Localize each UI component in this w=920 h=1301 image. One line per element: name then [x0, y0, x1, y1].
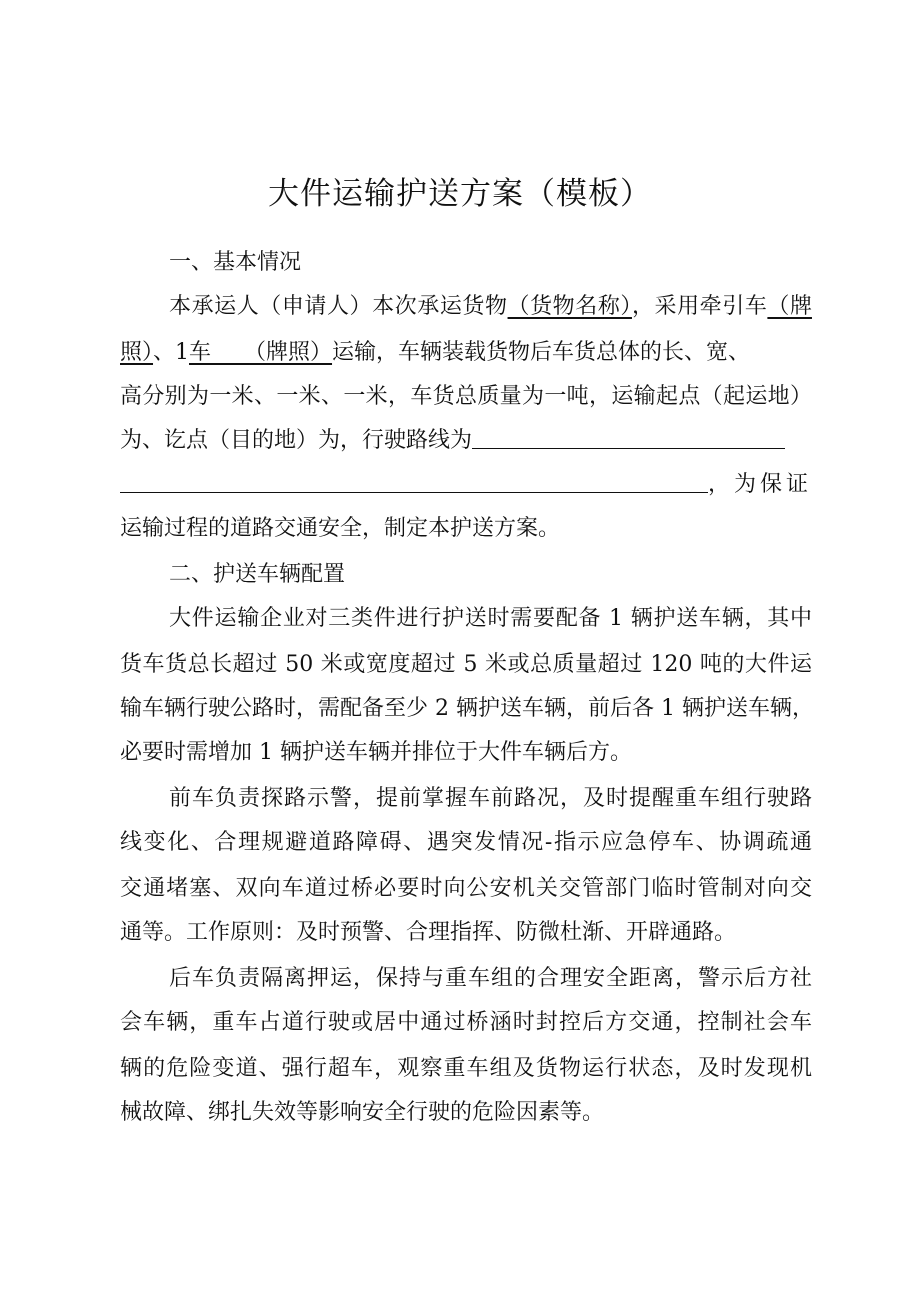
document-title: 大件运输护送方案（模板） [268, 176, 652, 212]
text-run: 本承运人（申请人）本次承运货物 [169, 294, 508, 319]
section-heading-escort-vehicles: 二、护送车辆配置 [169, 562, 346, 587]
paragraph-line: 运输过程的道路交通安全，制定本护送方案。 [120, 516, 561, 541]
paragraph-line: 输车辆行驶公路时，需配备至少 2 辆护送车辆，前后各 1 辆护送车辆， [120, 696, 814, 721]
paragraph-line [120, 426, 812, 456]
text-run: 为、讫点（目的地）为，行驶路线为 [120, 428, 473, 453]
text-run: 、1 [153, 340, 190, 365]
paragraph-line: 线变化、合理规避道路障碍、遇突发情况-指示应急停车、协调疏通 [120, 830, 812, 855]
paragraph-line [120, 470, 812, 500]
paragraph-line: 后车负责隔离押运，保持与重车组的合理安全距离，警示后方社 [169, 966, 812, 991]
paragraph-line: 会车辆，重车占道行驶或居中通过桥涵时封控后方交通，控制社会车 [120, 1010, 812, 1035]
paragraph-line: 必要时需增加 1 辆护送车辆并排位于大件车辆后方。 [120, 740, 632, 765]
route-blank-line [472, 426, 785, 449]
paragraph-line: 辆的危险变道、强行超车，观察重车组及货物运行状态，及时发现机 [120, 1056, 812, 1081]
text-run: ，为保证 [708, 472, 813, 497]
paragraph-line: 高分别为一米、一米、一米，车货总质量为一吨，运输起点（起运地） [120, 384, 812, 409]
fill-field-tractor-plate: 照） [120, 340, 154, 365]
paragraph-line: 交通堵塞、双向车道过桥必要时向公安机关交管部门临时管制对向交 [120, 876, 812, 901]
fill-field-cargo-name: （货物名称） [507, 294, 632, 319]
paragraph-line: 通等。工作原则：及时预警、合理指挥、防微杜渐、开辟通路。 [120, 920, 737, 945]
paragraph-line: 前车负责探路示警，提前掌握车前路况，及时提醒重车组行驶路 [169, 786, 812, 811]
paragraph-line: 大件运输企业对三类件进行护送时需要配备 1 辆护送车辆，其中 [169, 606, 812, 631]
paragraph-line: 械故障、绑扎失效等影响安全行驶的危险因素等。 [120, 1100, 605, 1125]
fill-field-tractor-plate: （牌 [767, 294, 812, 319]
text-run: 运输，车辆装载货物后车货总体的长、宽、 [332, 340, 751, 365]
fill-field-trailer-plate: 车 （牌照） [189, 340, 333, 365]
text-run: ，采用牵引车 [631, 294, 768, 319]
paragraph-line: 货车货总长超过 50 米或宽度超过 5 米或总质量超过 120 吨的大件运 [120, 652, 812, 677]
paragraph-line [120, 338, 812, 368]
section-heading-basic-info: 一、基本情况 [169, 250, 302, 275]
paragraph-line [169, 292, 812, 322]
route-blank-line [120, 470, 708, 493]
